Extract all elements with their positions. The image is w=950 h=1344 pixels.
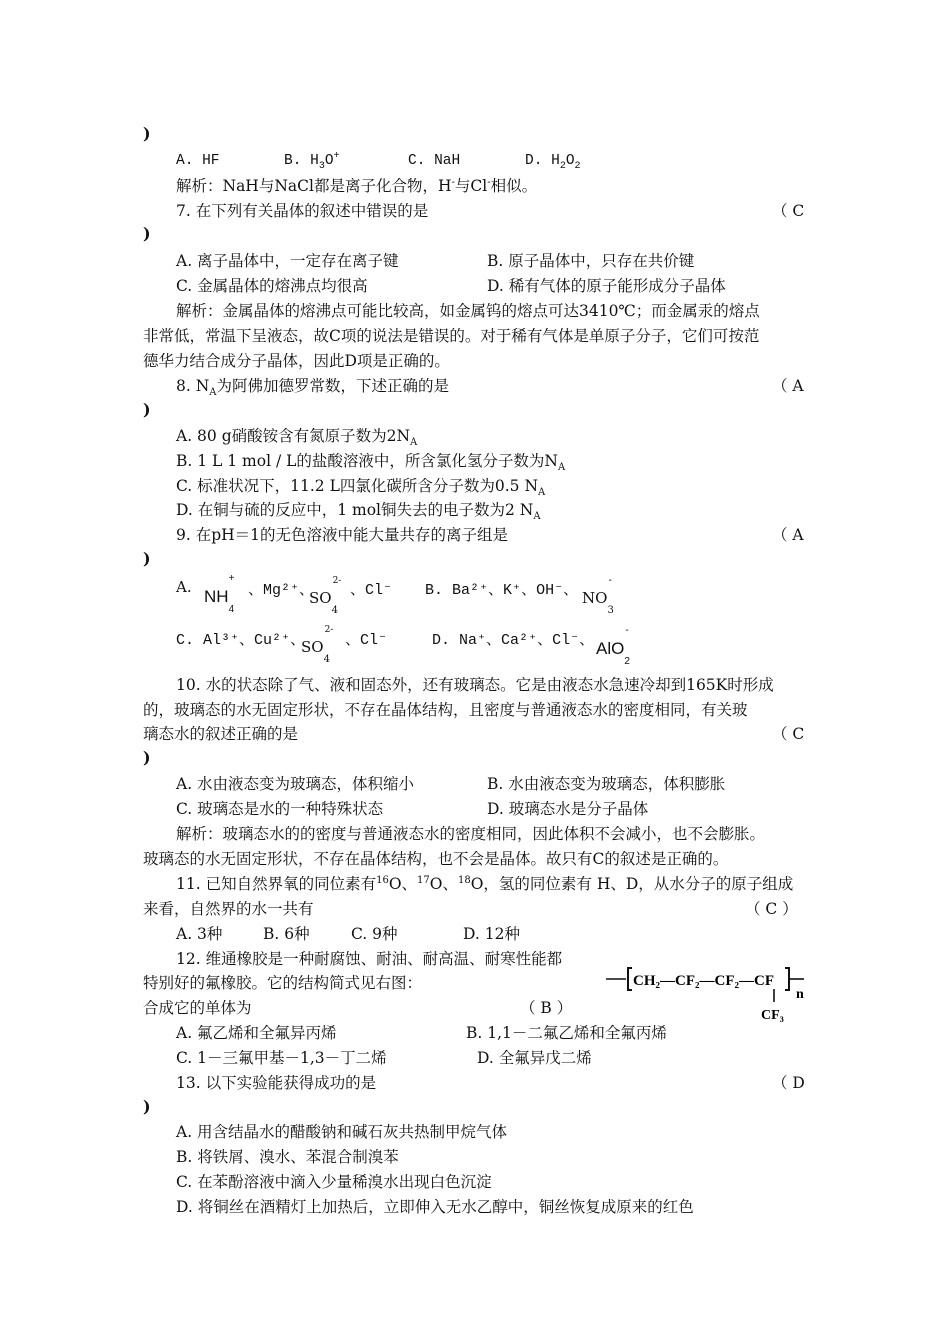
q12-stem-2: 特别好的氟橡胶。它的结构简式见右图： [143,974,423,992]
q6-option-a: A. HF [176,153,220,169]
q9-a-ions: 、Mg²⁺、 [248,582,315,599]
structure-n: n [796,987,804,1002]
q12-option-a: A. 氟乙烯和全氟异丙烯 [176,1024,337,1042]
q10-option-d: D. 玻璃态水是分子晶体 [487,800,649,818]
structure-branch: CF₃ [761,1008,784,1023]
q10-option-b: B. 水由液态变为玻璃态，体积膨胀 [487,775,726,793]
q6-option-d: D. $H_2O_2$ [525,153,581,172]
q7-analysis-1: 解析：金属晶体的熔沸点可能比较高，如金属钨的熔点可达3410℃；而金属汞的熔点 [176,302,760,320]
q10-stem-2: 的，玻璃态的水无固定形状，不存在晶体结构，且密度与普通液态水的密度相同，有关玻 [143,701,748,719]
q8-option-a: A. 80 g硝酸铵含有氮原子数为$2N_A$ [176,427,418,449]
q7-close-paren: ) [143,224,151,243]
q8-option-d: D. 在铜与硫的反应中，1 mol铜失去的电子数为2 $N_A$ [176,501,541,523]
q10-analysis-2: 玻璃态的水无固定形状，不存在晶体结构，也不会是晶体。故只有C的叙述是正确的。 [143,850,729,868]
q13-option-d: D. 将铜丝在酒精灯上加热后，立即伸入无水乙醇中，铜丝恢复成原来的红色 [176,1198,694,1216]
q9-option-b: B. Ba²⁺、K⁺、OH⁻、 [425,582,579,599]
q10-stem-1: 10. 水的状态除了气、液和固态外，还有玻璃态。它是由液态水急速冷却到165K时形成 [176,676,774,694]
q12-stem-3: 合成它的单体为 [143,999,252,1017]
q9-nh4-ion: NH + $_4$ [204,573,235,616]
q9-c-cl: 、Cl⁻ [345,632,388,649]
q6-options [176,151,581,171]
q11-stem-2: 来看，自然界的水一共有 [143,900,314,918]
q13-answer: （ D [772,1074,805,1092]
q7-answer: （ C [772,202,805,220]
q13-option-b: B. 将铁屑、溴水、苯混合制溴苯 [176,1148,399,1166]
q13-stem: 13. 以下实验能获得成功的是 [176,1074,377,1092]
q11-answer: （ C ） [745,900,798,918]
q7-analysis-2: 非常低，常温下呈液态，故C项的说法是错误的。对于稀有气体是单原子分子，它们可按范 [143,327,760,345]
q9-no3-ion: NO - $_3$ [582,575,614,616]
q7-stem: 7. 在下列有关晶体的叙述中错误的是 [176,202,429,220]
q10-option-a: A. 水由液态变为玻璃态，体积缩小 [176,775,415,793]
q6-option-b: B. $H_3O^+$ [284,151,340,172]
q11-option-c: C. 9种 [351,925,398,943]
q8-stem: 8. $N_A$为阿佛加德罗常数，下述正确的是 [176,377,450,399]
q9-a-cl: 、Cl⁻ [350,582,393,599]
q12-option-c: C. 1－三氟甲基－1,3－丁二烯 [176,1049,387,1067]
q8-option-b: B. 1 L 1 mol / L的盐酸溶液中，所含氯化氢分子数为$N_A$ [176,452,566,474]
q7-option-b: B. 原子晶体中，只存在共价键 [487,252,695,270]
q9-so4-ion-c: SO 2- $_4$ [301,625,334,665]
q9-so4-ion-a: SO 2- $_4$ [309,576,342,616]
q9-stem: 9. 在pH＝1的无色溶液中能大量共存的离子组是 [176,526,509,544]
q12-option-d: D. 全氟异戊二烯 [477,1049,592,1067]
structure-left-bracket [628,968,632,990]
structure-main-chain: CH₂—CF₂—CF₂—CF [633,973,774,989]
q12-option-b: B. 1,1－二氟乙烯和全氟丙烯 [466,1024,667,1042]
q11-option-d: D. 12种 [463,925,520,943]
q10-stem-3: 璃态水的叙述正确的是 [143,725,299,743]
q9-option-c: C. Al³⁺、Cu²⁺、 [176,632,306,649]
q8-close-paren: ) [143,400,151,419]
polymer-structure [604,955,814,1025]
q10-answer: （ C [772,725,805,743]
q11-option-b: B. 6种 [263,925,310,943]
q11-option-a: A. 3种 [176,925,223,943]
q9-answer: （ A [772,526,804,544]
q9-option-d: D. Na⁺、Ca²⁺、Cl⁻、 [432,632,595,649]
q10-close-paren: ) [143,748,151,767]
q6-option-c: C. NaH [408,153,461,169]
q13-option-a: A. 用含结晶水的醋酸钠和碱石灰共热制甲烷气体 [176,1123,508,1141]
q11-options [176,924,520,944]
q11-stem-1: 11. 已知自然界氧的同位素有$^{16}$O、$^{17}$O、$^{18}$O，氢的同位素有 H、D，从水分子的原子组成 [176,874,794,893]
structure-right-bracket [785,968,789,990]
q7-option-d: D. 稀有气体的原子能形成分子晶体 [487,277,726,295]
close-paren: ) [143,124,151,143]
q7-analysis-3: 德华力结合成分子晶体，因此D项是正确的。 [143,352,450,370]
q8-answer: （ A [772,377,804,395]
q8-option-c: C. 标准状况下，11.2 L四氯化碳所含分子数为0.5 $N_A$ [176,477,546,499]
q9-close-paren: ) [143,549,151,568]
q13-option-c: C. 在苯酚溶液中滴入少量稀溴水出现白色沉淀 [176,1173,492,1191]
q6-analysis: 解析：NaH与NaCl都是离子化合物，H-与Cl-相似。 [176,176,538,195]
q10-analysis-1: 解析：玻璃态水的的密度与普通液态水的密度相同，因此体积不会减小，也不会膨胀。 [176,825,766,843]
q9-alo2-ion: AlO - $_2$ [596,625,630,668]
q12-answer: （ B ） [520,999,573,1017]
q7-option-a: A. 离子晶体中，一定存在离子键 [176,252,399,270]
q12-stem-1: 12. 维通橡胶是一种耐腐蚀、耐油、耐高温、耐寒性能都 [176,950,563,968]
q13-close-paren: ) [143,1097,151,1116]
q9-option-a-label: A. [176,578,192,596]
q10-option-c: C. 玻璃态是水的一种特殊状态 [176,800,384,818]
q7-option-c: C. 金属晶体的熔沸点均很高 [176,277,368,295]
